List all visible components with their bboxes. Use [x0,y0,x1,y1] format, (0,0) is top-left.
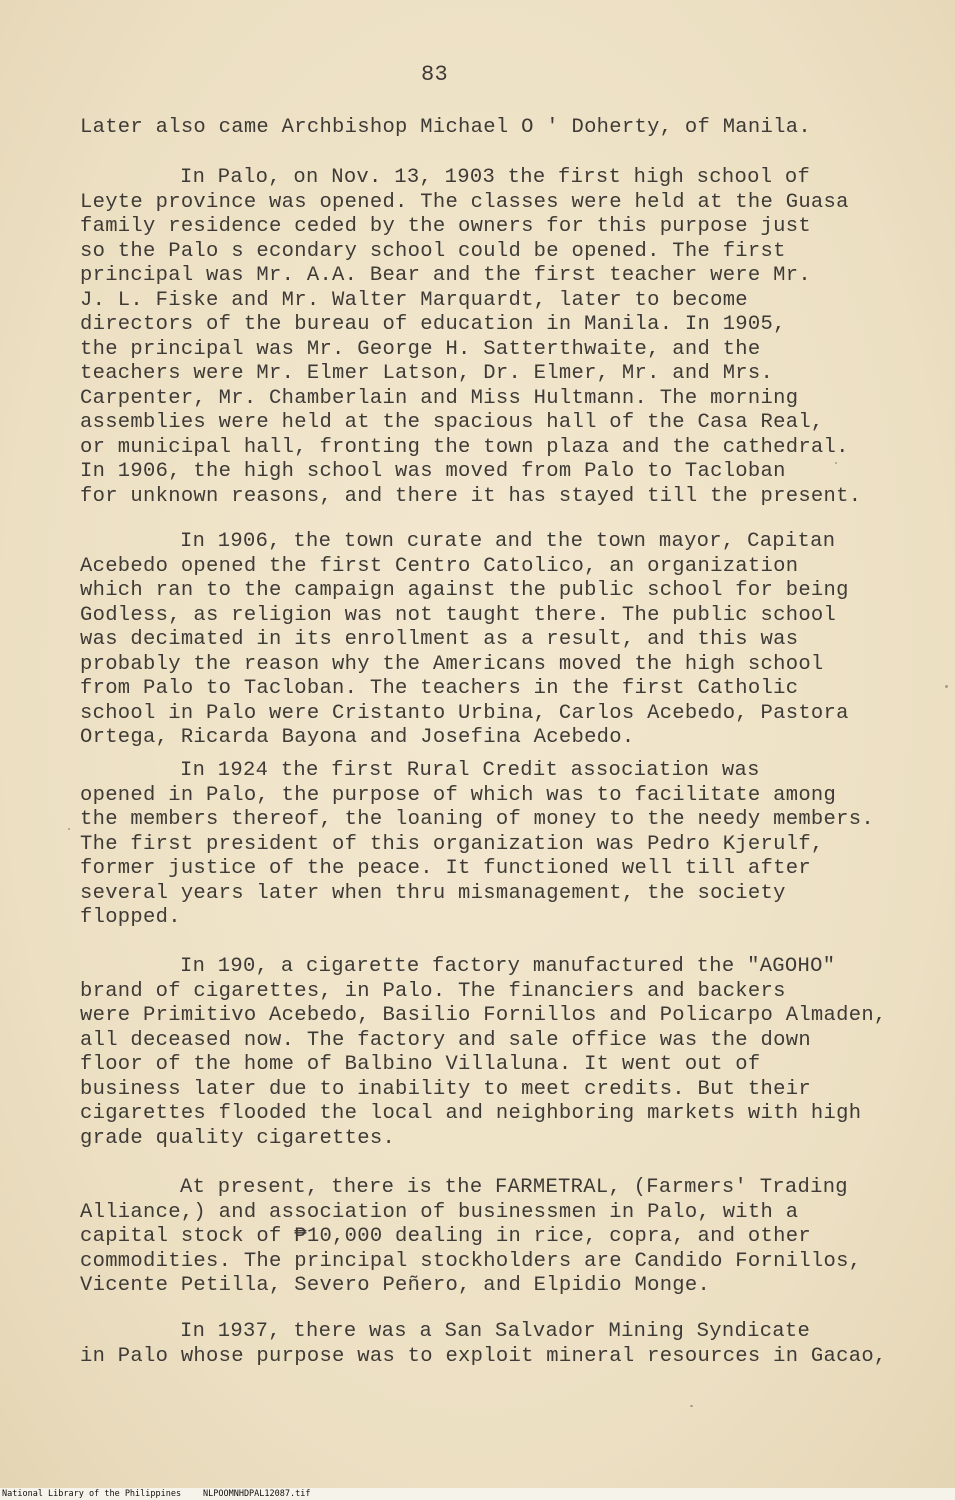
text-line: for unknown reasons, and there it has stayed till the present. [80,484,862,508]
paragraph-5 [80,955,887,1151]
footer-library: National Library of the Philippines [2,1489,182,1499]
paragraph-4 [80,759,880,931]
scan-footer [0,1488,955,1500]
text-line: brand of cigarettes, in Palo. The financiers and backers [80,979,786,1003]
text-line: the members thereof, the loaning of money to the needy members. [80,808,874,831]
text-line: In 1937, there was a San Salvador Mining Syndicate [180,1320,811,1343]
paragraph-3 [80,530,880,751]
text-line: In 1906, the town curate and the town mayor, Capitan [180,530,836,553]
text-line: from Palo to Tacloban. The teachers in the first Catholic [80,677,799,700]
text-line: cigarettes flooded the local and neighboring markets with high [80,1102,862,1125]
paper-speck [68,828,70,830]
text-line: Ortega, Ricarda Bayona and Josefina Acebedo. [80,726,635,749]
text-line: principal was Mr. A.A. Bear and the first teacher were Mr. [80,264,811,287]
page-number: 83 [421,62,449,87]
text-line: so the Palo s econdary school could be opened. The first [80,239,786,263]
text-line: family residence ceded by the owners for this purpose just [80,215,811,238]
text-line: capital stock of ₱10,000 dealing in rice, copra, and other [80,1225,811,1248]
text-line: all deceased now. The factory and sale office was the down [80,1028,811,1052]
text-line: Godless, as religion was not taught there. The public school [80,603,837,627]
text-line: Acebedo opened the first Centro Catolico, an organization [80,554,799,578]
text-line: the principal was Mr. George H. Satterthwaite, and the [80,337,761,361]
text-line: J. L. Fiske and Mr. Walter Marquardt, later to become [80,288,748,312]
text-line: several years later when thru mismanagement, the society [80,881,786,905]
text-line: were Primitivo Acebedo, Basilio Fornillos and Policarpo Almaden, [80,1004,887,1027]
text-line: former justice of the peace. It functioned well till after [80,857,811,880]
text-line: school in Palo were Cristanto Urbina, Carlos Acebedo, Pastora [80,701,849,725]
text-line: Alliance,) and association of businessmen in Palo, with a [80,1200,799,1224]
text-line: was decimated in its enrollment as a result, and this was [80,628,799,651]
text-line: In Palo, on Nov. 13, 1903 the first high school of [180,166,811,189]
text-line: which ran to the campaign against the public school for being [80,579,849,602]
text-line: in Palo whose purpose was to exploit mineral resources in Gacao, [80,1344,887,1368]
paper-speck [690,1405,693,1407]
paragraph-1 [80,116,880,141]
text-line: teachers were Mr. Elmer Latson, Dr. Elmer, Mr. and Mrs. [80,362,774,385]
paragraph-6 [80,1176,880,1299]
text-line: Carpenter, Mr. Chamberlain and Miss Hultmann. The morning [80,386,799,410]
paragraph-7 [80,1320,887,1369]
text-line: grade quality cigarettes. [80,1126,396,1150]
text-line: floor of the home of Balbino Villaluna. It went out of [80,1053,761,1076]
text-line: In 1906, the high school was moved from Palo to Tacloban [80,460,786,483]
text-line: In 1924 the first Rural Credit association was [180,759,760,782]
text-line: At present, there is the FARMETRAL, (Farmers' Trading [180,1176,848,1199]
text-line: assemblies were held at the spacious hall of the Casa Real, [80,411,824,434]
text-line: probably the reason why the Americans moved the high school [80,652,824,676]
text-line: flopped. [80,906,181,929]
text-line: commodities. The principal stockholders are Candido Fornillos, [80,1249,862,1273]
paragraph-2 [80,166,880,509]
text-line: Leyte province was opened. The classes were held at the Guasa [80,190,849,214]
text-line: directors of the bureau of education in Manila. In 1905, [80,313,786,336]
text-line: In 190, a cigarette factory manufactured the "AGOHO" [180,955,836,978]
text-line: Vicente Petilla, Severo Peñero, and Elpidio Monge. [80,1274,711,1297]
text-line: Later also came Archbishop Michael O ' Doherty, of Manila. [80,116,811,139]
text-line: The first president of this organization was Pedro Kjerulf, [80,832,824,856]
paper-speck [835,462,837,464]
text-line: business later due to inability to meet credits. But their [80,1077,811,1101]
text-line: opened in Palo, the purpose of which was to facilitate among [80,783,837,807]
footer-filename: NLPOOMNHDPAL12087.tif [203,1489,311,1499]
paper-speck [945,685,948,688]
text-line: or municipal hall, fronting the town plaza and the cathedral. [80,435,849,459]
